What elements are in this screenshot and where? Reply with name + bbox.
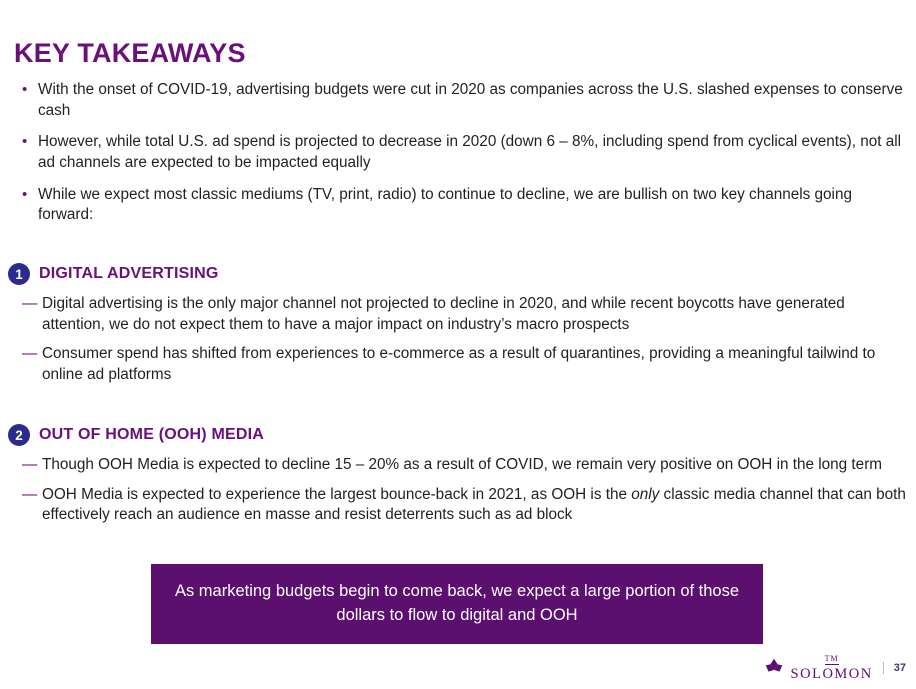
list-item <box>8 344 908 385</box>
list-item <box>8 455 908 476</box>
intro-bullet-list <box>14 80 904 237</box>
section-title: DIGITAL ADVERTISING <box>39 265 219 282</box>
list-item-text-emphasis: only <box>631 485 660 503</box>
section-number-badge: 1 <box>8 263 30 285</box>
callout-box: As marketing budgets begin to come back, we expect a large portion of those dollars to flow to digital and OOH <box>151 564 763 644</box>
section-header <box>8 424 908 446</box>
list-item-text-pre: OOH Media is expected to experience the largest bounce-back in 2021, as OOH is the <box>42 485 632 503</box>
diamond-logo-icon <box>763 657 785 679</box>
list-item-text-post: classic media channel that can both effectively reach an audience en masse and resist deterrents such as ad block <box>42 485 906 524</box>
logo-top-text: TM <box>824 653 839 663</box>
bullet-dot-icon: • <box>22 133 28 151</box>
slide-footer <box>763 655 906 682</box>
list-item <box>8 485 908 526</box>
list-item <box>14 185 904 226</box>
company-logo <box>763 655 873 682</box>
logo-name-text: SOLOMON <box>790 665 873 682</box>
page-title: KEY TAKEAWAYS <box>14 38 246 68</box>
list-item-text: Digital advertising is the only major channel not projected to decline in 2020, and while recent boycotts have generated attention, we do not expect them to have a major impact on industry’s macro prospects <box>42 295 845 333</box>
dash-icon: — <box>22 456 38 473</box>
dash-icon: — <box>22 345 38 363</box>
bullet-dot-icon: • <box>22 185 28 203</box>
list-item-text: While we expect most classic mediums (TV, print, radio) to continue to decline, we are bullish on two key channels going forward: <box>38 185 852 224</box>
page-number: 37 <box>883 662 906 674</box>
section-digital-advertising <box>8 263 908 395</box>
dash-icon: — <box>22 485 38 503</box>
section-ooh-media <box>8 424 908 535</box>
list-item-text: With the onset of COVID-19, advertising budgets were cut in 2020 as companies across the U.S. slashed expenses to conserve cash <box>38 81 903 119</box>
list-item-text: Though OOH Media is expected to decline 15 – 20% as a result of COVID, we remain very positive on OOH in the long term <box>42 456 883 473</box>
section-title: OUT OF HOME (OOH) MEDIA <box>39 426 265 443</box>
logo-wordmark <box>791 655 873 682</box>
dash-icon: — <box>22 295 38 312</box>
list-item <box>14 132 904 173</box>
list-item <box>8 294 908 335</box>
list-item-text: However, while total U.S. ad spend is projected to decrease in 2020 (down 6 – 8%, including spend from cyclical events), not all ad channels are expected to be impacted equally <box>38 133 902 171</box>
section-number-badge: 2 <box>8 424 30 446</box>
list-item <box>14 80 904 121</box>
section-header <box>8 263 908 285</box>
bullet-dot-icon: • <box>22 81 28 98</box>
list-item-text: Consumer spend has shifted from experiences to e-commerce as a result of quarantines, providing a meaningful tailwind to online ad platforms <box>42 345 876 383</box>
